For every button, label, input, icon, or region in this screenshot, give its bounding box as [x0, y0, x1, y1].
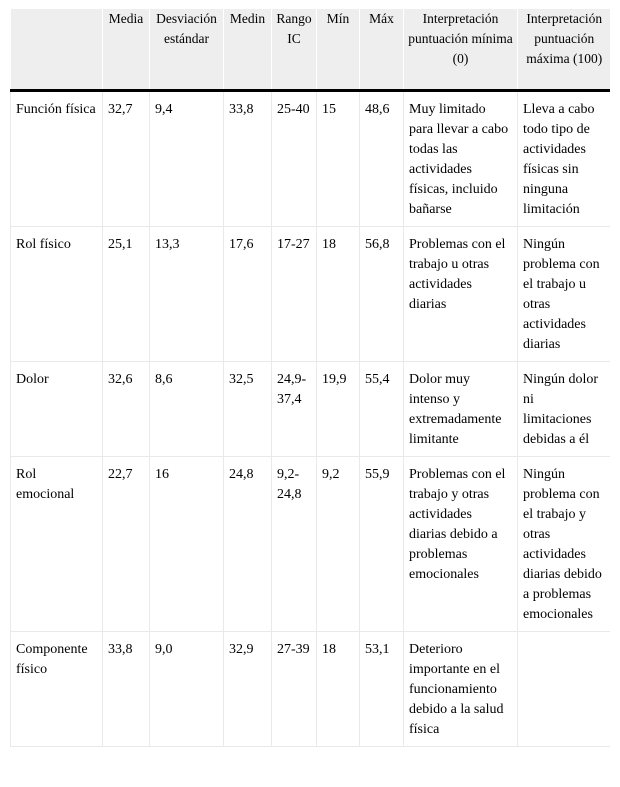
table-row [11, 91, 611, 227]
table-cell: 48,6 [360, 91, 404, 227]
header-cell-mediana: Medin [224, 9, 272, 91]
table-cell: 22,7 [103, 457, 150, 632]
table-cell: Deterioro importante en el funcionamiento debido a la salud física [404, 632, 518, 747]
header-cell-min: Mín [317, 9, 360, 91]
table-cell: 55,4 [360, 362, 404, 457]
table-cell: 19,9 [317, 362, 360, 457]
table-cell [518, 632, 611, 747]
table-row [11, 457, 611, 632]
table-cell: 25,1 [103, 227, 150, 362]
table-cell: 17,6 [224, 227, 272, 362]
table-row [11, 227, 611, 362]
table-cell: 24,9-37,4 [272, 362, 317, 457]
table-cell: 32,5 [224, 362, 272, 457]
table-cell: 53,1 [360, 632, 404, 747]
table-row [11, 632, 611, 747]
header-cell-desviacion: Desviación estándar [150, 9, 224, 91]
table-cell: 56,8 [360, 227, 404, 362]
table-cell: Componente físico [11, 632, 103, 747]
table-cell: Dolor muy intenso y extremadamente limitante [404, 362, 518, 457]
table-cell: Muy limitado para llevar a cabo todas las actividades físicas, incluido bañarse [404, 91, 518, 227]
table-cell: Función física [11, 91, 103, 227]
table-cell: 9,4 [150, 91, 224, 227]
table-cell: Rol emocional [11, 457, 103, 632]
table-cell: 32,9 [224, 632, 272, 747]
table-cell: 32,6 [103, 362, 150, 457]
table-cell: Ningún dolor ni limitaciones debidas a él [518, 362, 611, 457]
table-cell: 8,6 [150, 362, 224, 457]
header-cell-interp-max: Interpretación puntuación máxima (100) [518, 9, 611, 91]
table-cell: 25-40 [272, 91, 317, 227]
table-cell: 24,8 [224, 457, 272, 632]
table-cell: 15 [317, 91, 360, 227]
table-header [11, 9, 611, 91]
table-cell: 32,7 [103, 91, 150, 227]
table-cell: Dolor [11, 362, 103, 457]
table-row [11, 362, 611, 457]
table-container [10, 9, 610, 777]
table-cell: 9,2 [317, 457, 360, 632]
table-cell: 18 [317, 227, 360, 362]
header-cell-interp-min: Interpretación puntuación mínima (0) [404, 9, 518, 91]
table-cell: 9,2-24,8 [272, 457, 317, 632]
header-cell-max: Máx [360, 9, 404, 91]
table-cell: Problemas con el trabajo y otras actividades diarias debido a problemas emocionales [404, 457, 518, 632]
results-table [10, 9, 610, 747]
table-cell: 33,8 [224, 91, 272, 227]
table-cell: 9,0 [150, 632, 224, 747]
table-cell: Rol físico [11, 227, 103, 362]
table-cell: 33,8 [103, 632, 150, 747]
table-cell: Ningún problema con el trabajo y otras actividades diarias debido a problemas emocionales [518, 457, 611, 632]
table-body [11, 91, 611, 747]
header-row [11, 9, 611, 91]
table-cell: Lleva a cabo todo tipo de actividades físicas sin ninguna limitación [518, 91, 611, 227]
table-cell: 17-27 [272, 227, 317, 362]
table-cell: 27-39 [272, 632, 317, 747]
table-cell: Ningún problema con el trabajo u otras actividades diarias [518, 227, 611, 362]
header-cell-variable [11, 9, 103, 91]
header-cell-media: Media [103, 9, 150, 91]
table-cell: 55,9 [360, 457, 404, 632]
table-cell: 16 [150, 457, 224, 632]
table-cell: 13,3 [150, 227, 224, 362]
table-cell: 18 [317, 632, 360, 747]
header-cell-rango-ic: Rango IC [272, 9, 317, 91]
table-cell: Problemas con el trabajo u otras actividades diarias [404, 227, 518, 362]
